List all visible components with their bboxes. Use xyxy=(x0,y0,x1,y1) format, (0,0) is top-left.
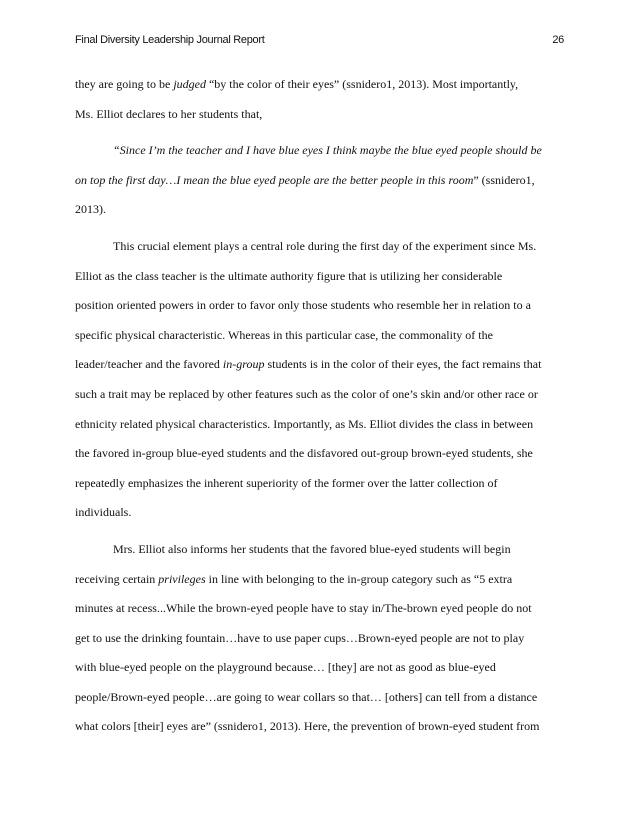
emphasis-text: privileges xyxy=(158,571,206,586)
text-line: specific physical characteristic. Whereas in this particular case, the commonality of the xyxy=(75,327,493,342)
text-line: get to use the drinking fountain…have to use paper cups…Brown-eyed people are not to play xyxy=(75,630,525,645)
text-line: minutes at recess...While the brown-eyed people have to stay in/The-brown eyed people do not xyxy=(75,601,532,616)
header-title: Final Diversity Leadership Journal Report xyxy=(75,34,265,46)
quote-line: “Since I’m the teacher and I have blue eyes I think maybe the blue eyed people should be xyxy=(113,143,542,158)
text-line: position oriented powers in order to favor only those students who resemble her in relation to a xyxy=(75,298,531,313)
text-line: Elliot as the class teacher is the ultimate authority figure that is utilizing her considerable xyxy=(75,268,503,283)
text-run: “by the color of their eyes” (ssnidero1, 2013). Most importantly, xyxy=(205,77,519,91)
emphasis-text: on top the first day…I mean the blue eyed people are the better people in this room xyxy=(75,172,474,187)
text-line xyxy=(75,70,565,100)
emphasis-text: in-group xyxy=(222,357,265,372)
text-run: in line with belonging to the in-group category such as “5 extra xyxy=(205,571,513,586)
text-line xyxy=(75,565,565,595)
text-run: they are going to be xyxy=(75,77,174,91)
text-line: ethnicity related physical characteristics. Importantly, as Ms. Elliot divides the class in between xyxy=(75,416,534,431)
page-number: 26 xyxy=(552,34,564,46)
text-run: leader/teacher and the favored xyxy=(75,357,223,372)
text-line: Ms. Elliot declares to her students that, xyxy=(75,106,263,121)
document-body xyxy=(75,70,565,742)
text-line: individuals. xyxy=(75,505,132,520)
text-run: receiving certain xyxy=(75,571,159,586)
text-line: with blue-eyed people on the playground because… [they] are not as good as blue-eyed xyxy=(75,660,496,675)
text-run: students is in the color of their eyes, the fact remains that xyxy=(264,357,542,372)
text-line: This crucial element plays a central role during the first day of the experiment since Ms. xyxy=(113,238,537,253)
text-line: Mrs. Elliot also informs her students that the favored blue-eyed students will begin xyxy=(113,541,511,556)
text-run: ” (ssnidero1, xyxy=(473,172,535,187)
text-line: repeatedly emphasizes the inherent superiority of the former over the latter collection of xyxy=(75,475,498,490)
emphasis-text: judged xyxy=(173,77,206,91)
text-line: the favored in-group blue-eyed students and the disfavored out-group brown-eyed students, she xyxy=(75,446,533,461)
text-line: 2013). xyxy=(75,202,106,217)
page-header xyxy=(75,34,564,50)
text-line: what colors [their] eyes are” (ssnidero1, 2013). Here, the prevention of brown-eyed student from xyxy=(75,719,540,734)
text-line: people/Brown-eyed people…are going to wear collars so that… [others] can tell from a distance xyxy=(75,689,538,704)
text-line xyxy=(75,350,565,380)
quote-line xyxy=(75,166,565,196)
text-line: such a trait may be replaced by other features such as the color of one’s skin and/or other race or xyxy=(75,386,538,401)
